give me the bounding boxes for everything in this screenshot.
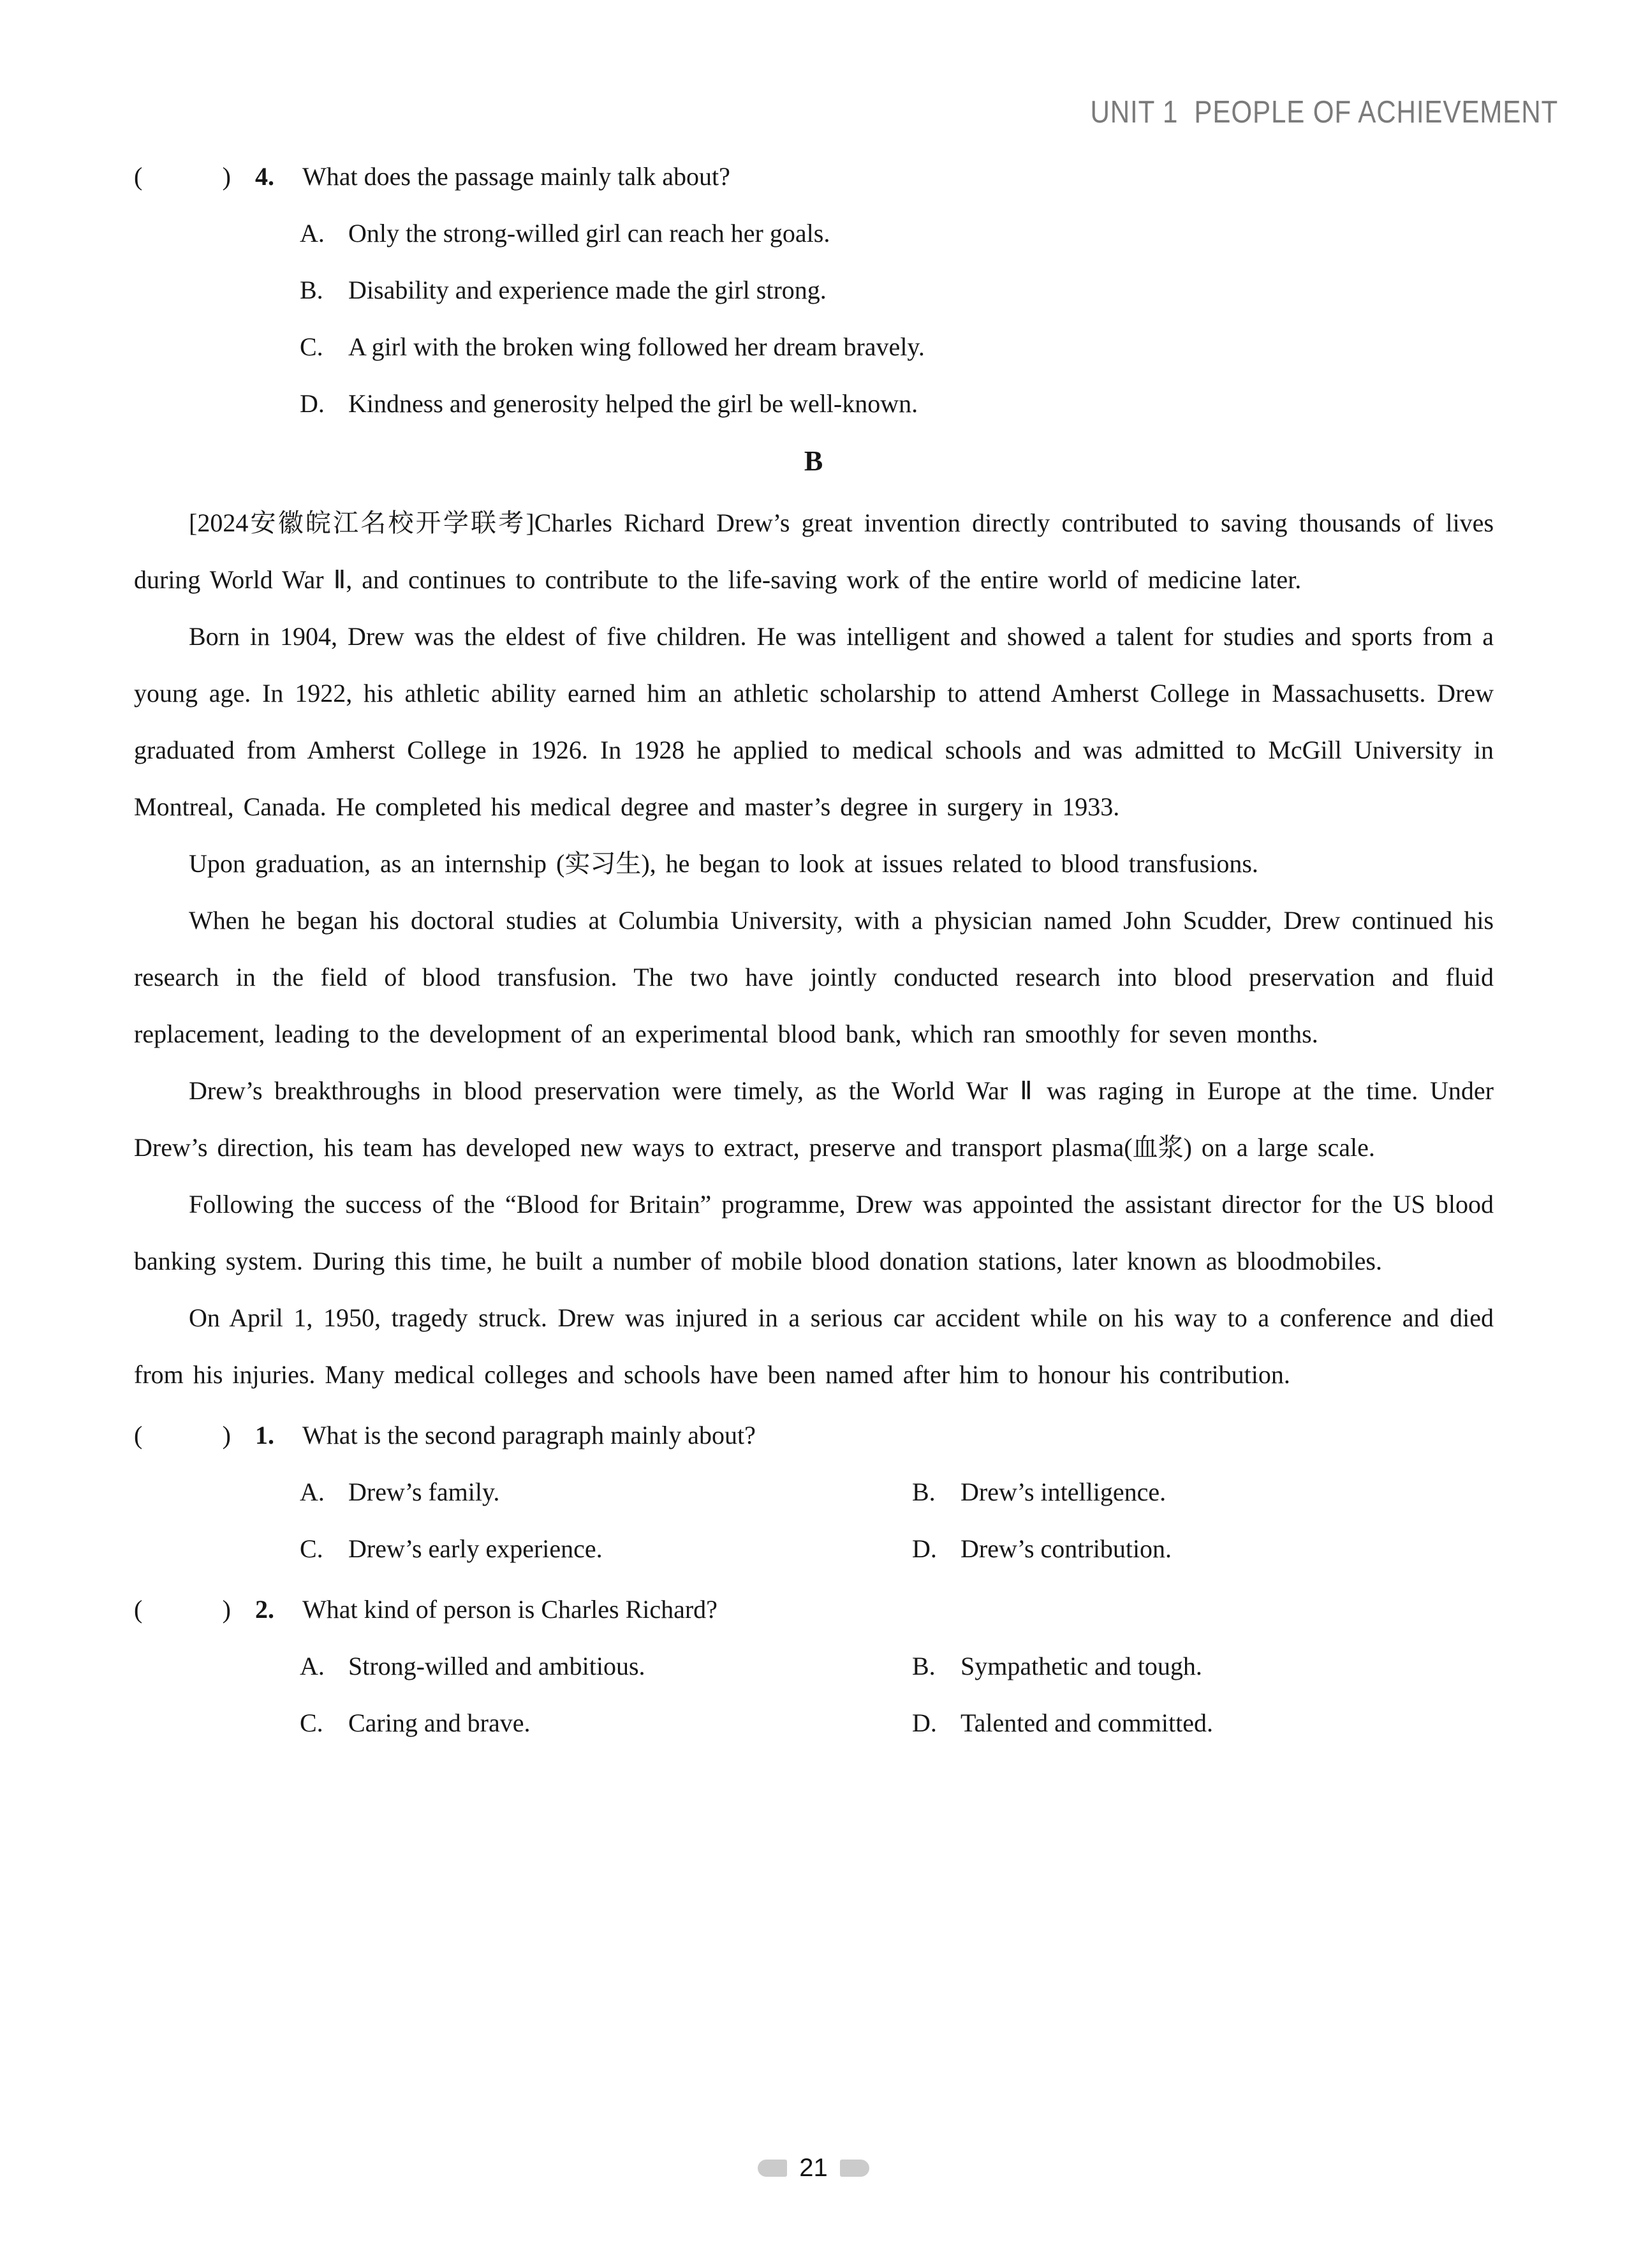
option-label: C. (300, 332, 323, 361)
question-4-option-b (134, 262, 1494, 318)
option-text: Drew’s family. (348, 1478, 500, 1506)
option-label: C. (300, 1708, 323, 1737)
question-2 (134, 1581, 1494, 1638)
question-1-option-b (912, 1464, 1494, 1520)
paragraph-text: Following the success of the “Blood for Britain” programme, Drew was appointed the assistant director for the US blood banking system. During this time, he built a number of mobile blood donation stations, later known as bloodmobiles. (134, 1190, 1494, 1275)
option-text: Drew’s intelligence. (961, 1478, 1167, 1506)
question-2-option-b (912, 1638, 1494, 1694)
passage-paragraph-5 (134, 1062, 1494, 1176)
option-label: D. (912, 1534, 937, 1563)
option-text: A girl with the broken wing followed her dream bravely. (348, 332, 925, 361)
section-b-heading: B (804, 445, 823, 477)
paren-open: ( (134, 162, 143, 191)
page-number-pill-left-icon (758, 2160, 787, 2177)
answer-blank (134, 148, 231, 205)
passage-paragraph-4 (134, 892, 1494, 1062)
passage-b (134, 494, 1494, 1751)
question-4-block (134, 148, 1494, 432)
option-text: Strong-willed and ambitious. (348, 1652, 645, 1680)
option-text: Sympathetic and tough. (961, 1652, 1202, 1680)
question-2-options-row-2 (134, 1694, 1494, 1751)
option-text: Caring and brave. (348, 1708, 531, 1737)
question-number: 1. (255, 1421, 274, 1449)
page-number: 21 (799, 2154, 828, 2182)
option-label: A. (300, 219, 325, 248)
option-text: Drew’s contribution. (961, 1534, 1172, 1563)
paren-open: ( (134, 1595, 143, 1624)
question-prompt: What is the second paragraph mainly about? (302, 1421, 756, 1449)
paren-close: ) (222, 1421, 231, 1449)
option-text: Only the strong-willed girl can reach her goals. (348, 219, 830, 248)
question-2-options-row-1 (134, 1638, 1494, 1694)
option-label: B. (912, 1652, 936, 1680)
question-1 (134, 1407, 1494, 1464)
paragraph-text: Charles Richard Drew’s great invention directly contributed to saving thousands of lives during World War Ⅱ, and continues to contribute to the life-saving work of the entire world of medicine later. (134, 508, 1494, 594)
option-text: Talented and committed. (961, 1708, 1213, 1737)
question-1-options-row-2 (134, 1520, 1494, 1577)
option-text: Drew’s early experience. (348, 1534, 603, 1563)
question-2-option-c (300, 1694, 912, 1751)
passage-paragraph-2 (134, 608, 1494, 835)
paren-open: ( (134, 1421, 143, 1449)
option-label: B. (300, 276, 323, 304)
question-4-option-d (134, 375, 1494, 432)
passage-paragraph-6 (134, 1176, 1494, 1289)
option-label: D. (300, 389, 325, 418)
question-4-option-c (134, 318, 1494, 375)
option-label: A. (300, 1478, 325, 1506)
question-4 (134, 148, 1494, 205)
answer-blank (134, 1581, 231, 1638)
option-label: C. (300, 1534, 323, 1563)
page-footer (0, 2155, 1627, 2181)
question-prompt: What does the passage mainly talk about? (302, 162, 730, 191)
question-1-options-row-1 (134, 1464, 1494, 1520)
paragraph-text: Drew’s breakthroughs in blood preservation were timely, as the World War Ⅱ was raging in Europe at the time. Under Drew’s direction, his team has developed new ways to extract, preserve and transport plasma(血浆) on a large scale. (134, 1076, 1494, 1162)
answer-blank (134, 1407, 231, 1464)
unit-header: UNIT 1 PEOPLE OF ACHIEVEMENT (1090, 95, 1558, 130)
passage-source-tag: [2024安徽皖江名校开学联考] (189, 508, 534, 537)
option-text: Kindness and generosity helped the girl be well-known. (348, 389, 918, 418)
question-number: 4. (255, 162, 274, 191)
passage-paragraph-7 (134, 1289, 1494, 1403)
option-text: Disability and experience made the girl strong. (348, 276, 827, 304)
passage-paragraph-3 (134, 835, 1494, 892)
question-1-option-d (912, 1520, 1494, 1577)
paragraph-text: Upon graduation, as an internship (实习生), he began to look at issues related to blood transfusions. (189, 849, 1258, 878)
paragraph-text: Born in 1904, Drew was the eldest of five children. He was intelligent and showed a talent for studies and sports from a young age. In 1922, his athletic ability earned him an athletic scholarship to attend Amherst College in Massachusetts. Drew graduated from Amherst College in 1926. In 1928 he applied to medical schools and was admitted to McGill University in Montreal, Canada. He completed his medical degree and master’s degree in surgery in 1933. (134, 622, 1494, 821)
option-label: D. (912, 1708, 937, 1737)
paren-close: ) (222, 162, 231, 191)
page-number-pill-right-icon (840, 2160, 869, 2177)
question-2-option-a (300, 1638, 912, 1694)
passage-paragraph-1 (134, 494, 1494, 608)
question-number: 2. (255, 1595, 274, 1624)
paragraph-text: When he began his doctoral studies at Columbia University, with a physician named John Scudder, Drew continued his research in the field of blood transfusion. The two have jointly conducted research into blood preservation and fluid replacement, leading to the development of an experimental blood bank, which ran smoothly for seven months. (134, 906, 1494, 1048)
option-label: B. (912, 1478, 936, 1506)
paragraph-text: On April 1, 1950, tragedy struck. Drew was injured in a serious car accident while on his way to a conference and died from his injuries. Many medical colleges and schools have been named after him to honour his contribution. (134, 1303, 1494, 1389)
paren-close: ) (222, 1595, 231, 1624)
question-4-option-a (134, 205, 1494, 262)
question-1-option-a (300, 1464, 912, 1520)
question-2-option-d (912, 1694, 1494, 1751)
option-label: A. (300, 1652, 325, 1680)
question-1-option-c (300, 1520, 912, 1577)
question-prompt: What kind of person is Charles Richard? (302, 1595, 718, 1624)
